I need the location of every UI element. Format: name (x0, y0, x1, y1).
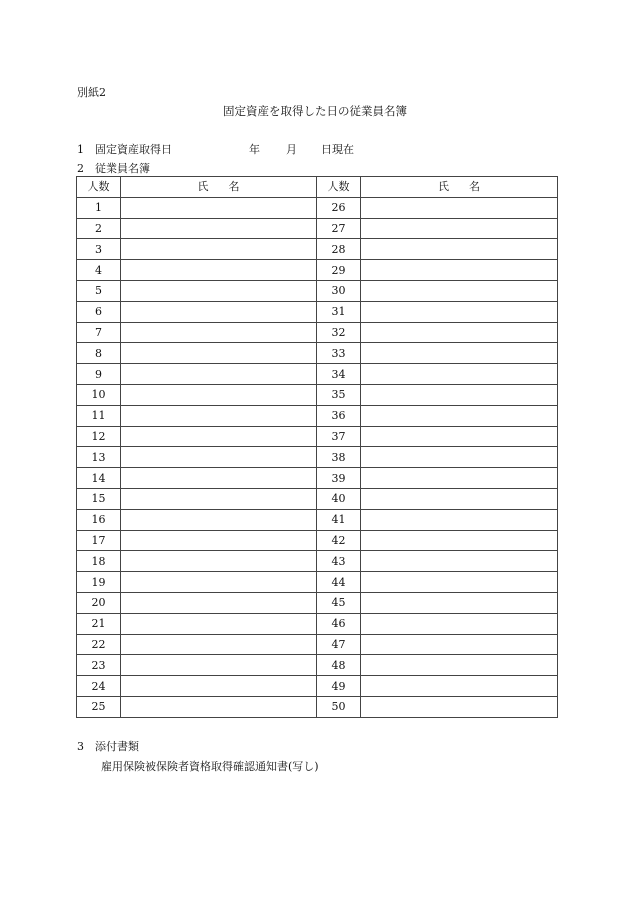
row-number-right: 34 (317, 364, 361, 385)
row-number-left: 13 (77, 447, 121, 468)
year-label: 年 (249, 143, 260, 156)
table-row (77, 592, 558, 613)
row-number-left: 18 (77, 551, 121, 572)
name-cell-left[interactable] (121, 384, 317, 405)
table-header-row (77, 177, 558, 198)
row-number-right: 42 (317, 530, 361, 551)
name-cell-right[interactable] (361, 613, 558, 634)
row-number-right: 27 (317, 218, 361, 239)
count-header-right: 人数 (317, 177, 361, 198)
row-number-right: 29 (317, 260, 361, 281)
name-cell-left[interactable] (121, 634, 317, 655)
name-cell-left[interactable] (121, 676, 317, 697)
row-number-left: 3 (77, 239, 121, 260)
name-cell-right[interactable] (361, 322, 558, 343)
name-cell-right[interactable] (361, 551, 558, 572)
name-cell-right[interactable] (361, 696, 558, 717)
row-number-left: 14 (77, 468, 121, 489)
section-label: 添付書類 (95, 740, 139, 753)
name-cell-right[interactable] (361, 218, 558, 239)
name-cell-right[interactable] (361, 280, 558, 301)
table-row (77, 488, 558, 509)
row-number-right: 37 (317, 426, 361, 447)
row-number-right: 39 (317, 468, 361, 489)
name-cell-left[interactable] (121, 364, 317, 385)
row-number-right: 40 (317, 488, 361, 509)
name-cell-left[interactable] (121, 239, 317, 260)
name-cell-left[interactable] (121, 509, 317, 530)
table-row (77, 509, 558, 530)
section-number: 3 (77, 740, 84, 753)
table-row (77, 426, 558, 447)
table-row (77, 260, 558, 281)
row-number-left: 10 (77, 384, 121, 405)
row-number-left: 15 (77, 488, 121, 509)
name-cell-left[interactable] (121, 218, 317, 239)
name-cell-right[interactable] (361, 676, 558, 697)
row-number-left: 11 (77, 405, 121, 426)
name-header-part2: 名 (228, 180, 240, 194)
name-header-part2: 名 (469, 180, 480, 194)
table-row (77, 280, 558, 301)
name-cell-left[interactable] (121, 426, 317, 447)
row-number-left: 12 (77, 426, 121, 447)
table-row (77, 218, 558, 239)
row-number-left: 20 (77, 592, 121, 613)
section-number: 2 (77, 162, 84, 175)
row-number-left: 6 (77, 301, 121, 322)
row-number-left: 8 (77, 343, 121, 364)
name-header-left (121, 177, 317, 198)
table-row (77, 613, 558, 634)
name-cell-left[interactable] (121, 447, 317, 468)
row-number-right: 47 (317, 634, 361, 655)
name-cell-right[interactable] (361, 197, 558, 218)
name-cell-right[interactable] (361, 447, 558, 468)
name-cell-right[interactable] (361, 343, 558, 364)
row-number-left: 1 (77, 197, 121, 218)
row-number-left: 16 (77, 509, 121, 530)
section-number: 1 (77, 143, 84, 156)
row-number-right: 46 (317, 613, 361, 634)
table-row (77, 572, 558, 593)
row-number-right: 36 (317, 405, 361, 426)
row-number-left: 19 (77, 572, 121, 593)
attachment-item: 雇用保険被保険者資格取得確認通知書(写し) (101, 760, 319, 773)
table-row (77, 197, 558, 218)
name-cell-right[interactable] (361, 488, 558, 509)
document-title: 固定資産を取得した日の従業員名簿 (223, 104, 407, 118)
name-cell-right[interactable] (361, 634, 558, 655)
row-number-right: 38 (317, 447, 361, 468)
name-cell-right[interactable] (361, 655, 558, 676)
table-row (77, 551, 558, 572)
name-cell-left[interactable] (121, 343, 317, 364)
name-cell-right[interactable] (361, 301, 558, 322)
name-cell-right[interactable] (361, 530, 558, 551)
row-number-left: 4 (77, 260, 121, 281)
row-number-right: 30 (317, 280, 361, 301)
row-number-left: 9 (77, 364, 121, 385)
row-number-right: 26 (317, 197, 361, 218)
name-cell-right[interactable] (361, 426, 558, 447)
row-number-left: 23 (77, 655, 121, 676)
row-number-right: 45 (317, 592, 361, 613)
name-cell-left[interactable] (121, 280, 317, 301)
name-cell-left[interactable] (121, 405, 317, 426)
name-cell-left[interactable] (121, 696, 317, 717)
name-cell-left[interactable] (121, 301, 317, 322)
name-cell-left[interactable] (121, 592, 317, 613)
name-cell-right[interactable] (361, 572, 558, 593)
table-row (77, 655, 558, 676)
name-cell-left[interactable] (121, 655, 317, 676)
table-row (77, 343, 558, 364)
name-cell-right[interactable] (361, 405, 558, 426)
name-cell-right[interactable] (361, 239, 558, 260)
row-number-left: 17 (77, 530, 121, 551)
row-number-right: 35 (317, 384, 361, 405)
name-cell-right[interactable] (361, 468, 558, 489)
name-cell-left[interactable] (121, 572, 317, 593)
name-cell-right[interactable] (361, 509, 558, 530)
name-cell-left[interactable] (121, 322, 317, 343)
name-cell-left[interactable] (121, 260, 317, 281)
table-row (77, 530, 558, 551)
table-row (77, 301, 558, 322)
table-row (77, 239, 558, 260)
name-cell-left[interactable] (121, 488, 317, 509)
name-header-part1: 氏 (197, 180, 209, 194)
table-row (77, 447, 558, 468)
form-number: 別紙2 (77, 86, 106, 99)
row-number-left: 22 (77, 634, 121, 655)
row-number-left: 7 (77, 322, 121, 343)
table-row (77, 384, 558, 405)
row-number-left: 24 (77, 676, 121, 697)
row-number-right: 31 (317, 301, 361, 322)
name-cell-right[interactable] (361, 384, 558, 405)
row-number-left: 25 (77, 696, 121, 717)
row-number-left: 2 (77, 218, 121, 239)
name-cell-right[interactable] (361, 364, 558, 385)
day-as-of-label: 日現在 (321, 143, 354, 156)
table-row (77, 322, 558, 343)
name-cell-right[interactable] (361, 592, 558, 613)
name-cell-left[interactable] (121, 197, 317, 218)
name-header-part1: 氏 (438, 180, 449, 194)
table-row (77, 364, 558, 385)
row-number-right: 32 (317, 322, 361, 343)
name-cell-right[interactable] (361, 260, 558, 281)
name-cell-left[interactable] (121, 551, 317, 572)
table-row (77, 405, 558, 426)
row-number-right: 44 (317, 572, 361, 593)
section-label: 従業員名簿 (95, 162, 150, 175)
table-row (77, 468, 558, 489)
row-number-right: 28 (317, 239, 361, 260)
table-row (77, 676, 558, 697)
row-number-left: 5 (77, 280, 121, 301)
row-number-left: 21 (77, 613, 121, 634)
name-cell-left[interactable] (121, 613, 317, 634)
name-cell-left[interactable] (121, 468, 317, 489)
row-number-right: 48 (317, 655, 361, 676)
table-row (77, 696, 558, 717)
table-row (77, 634, 558, 655)
month-label: 月 (286, 143, 297, 156)
count-header-left: 人数 (77, 177, 121, 198)
name-header-right (361, 177, 558, 198)
name-cell-left[interactable] (121, 530, 317, 551)
row-number-right: 33 (317, 343, 361, 364)
row-number-right: 50 (317, 696, 361, 717)
row-number-right: 49 (317, 676, 361, 697)
section-label: 固定資産取得日 (95, 143, 172, 156)
row-number-right: 43 (317, 551, 361, 572)
row-number-right: 41 (317, 509, 361, 530)
employee-roster-table (76, 176, 558, 718)
